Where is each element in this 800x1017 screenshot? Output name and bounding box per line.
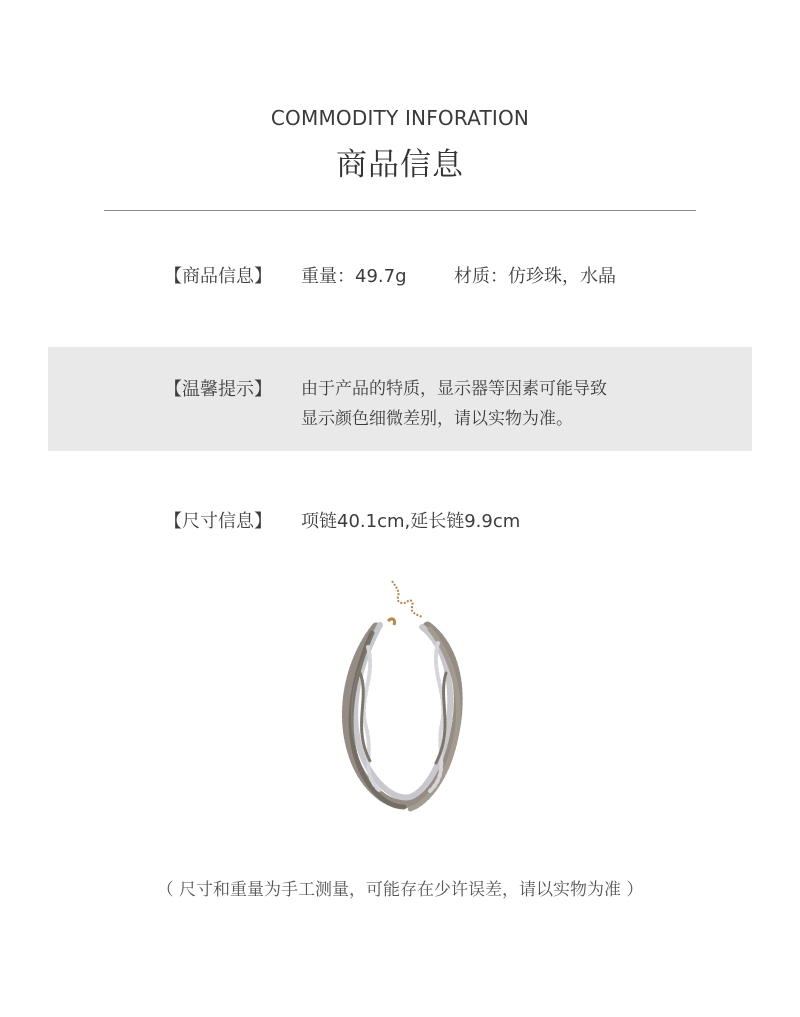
- material-value: 材质：仿珍珠，水晶: [454, 266, 616, 287]
- tip-line-2: 显示颜色细微差别，请以实物为准。: [301, 409, 573, 429]
- size-info-label: 【尺寸信息】: [164, 511, 272, 532]
- divider: [104, 210, 696, 211]
- title-chinese: 商品信息: [336, 147, 464, 183]
- title-english: COMMODITY INFORATION: [270, 106, 530, 130]
- necklace-image: [330, 577, 470, 817]
- product-info-label: 【商品信息】: [164, 266, 272, 287]
- tip-text: [301, 374, 607, 434]
- product-info-row: [0, 262, 800, 290]
- size-value: 项链40.1cm,延长链9.9cm: [301, 511, 521, 532]
- tip-label: 【温馨提示】: [164, 379, 272, 400]
- tip-line-1: 由于产品的特质，显示器等因素可能导致: [301, 379, 607, 399]
- measurement-note: （ 尺寸和重量为手工测量，可能存在少许误差，请以实物为准 ）: [156, 880, 644, 900]
- weight-value: 重量：49.7g: [301, 266, 407, 287]
